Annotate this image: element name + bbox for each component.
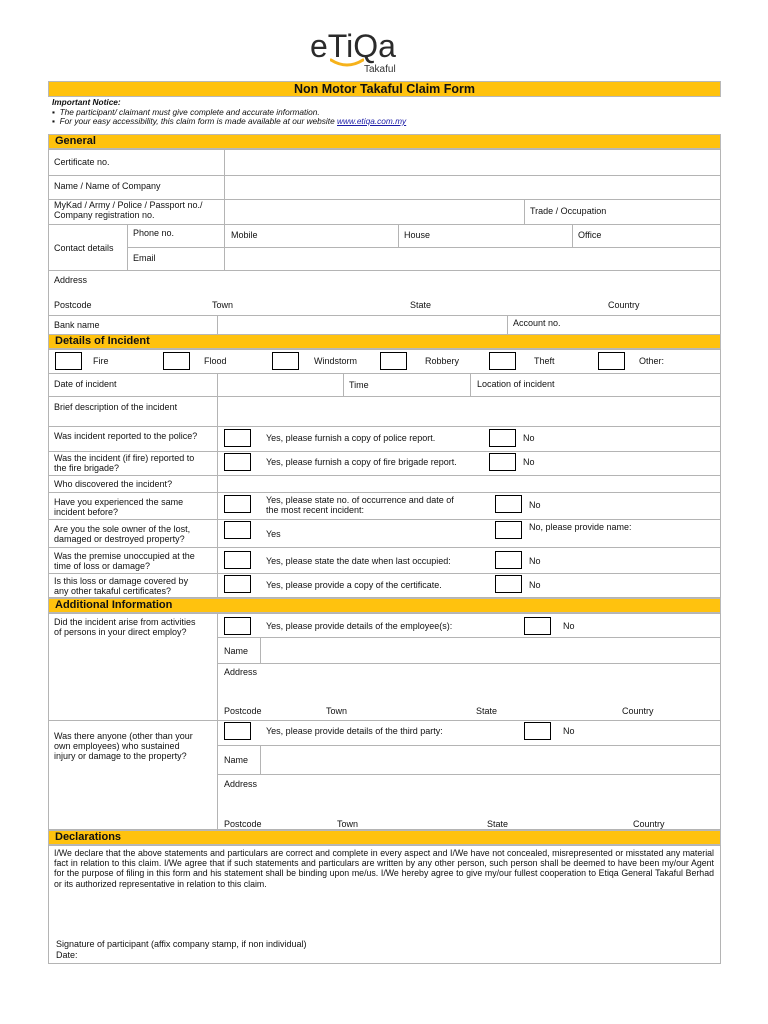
unoccupied-yes-checkbox[interactable] [224, 551, 251, 569]
fire-brigade-yes-checkbox[interactable] [224, 453, 251, 471]
house-label: House [404, 230, 431, 240]
covered-yes-checkbox[interactable] [224, 575, 251, 593]
fire-label: Fire [93, 356, 109, 366]
etiqa-logo [308, 28, 418, 78]
third-party-question-1: Was there anyone (other than your [54, 731, 193, 741]
third-party-postcode-label: Postcode [224, 819, 262, 829]
website-link[interactable]: www.etiqa.com.my [337, 116, 407, 126]
robbery-label: Robbery [425, 356, 460, 366]
brief-field[interactable] [218, 397, 720, 425]
who-discovered-field[interactable] [218, 476, 720, 491]
date-of-incident-label: Date of incident [54, 379, 117, 389]
employee-no-checkbox[interactable] [524, 617, 551, 635]
experienced-no-checkbox[interactable] [495, 495, 522, 513]
important-notice [52, 98, 712, 127]
experienced-no-label: No [529, 500, 541, 510]
experienced-question-2: incident before? [54, 507, 119, 517]
employee-question-1: Did the incident arise from activities [54, 617, 196, 627]
third-party-address-field[interactable] [218, 790, 720, 814]
third-party-question-3: injury or damage to the property? [54, 751, 187, 761]
unoccupied-yes-label: Yes, please state the date when last occupied: [266, 556, 451, 566]
third-party-town-label: Town [337, 819, 359, 829]
experienced-yes-label-1: Yes, please state no. of occurrence and date of [266, 495, 454, 505]
experienced-yes-label-2: the most recent incident: [266, 505, 365, 515]
declaration-text: I/We declare that the above statements and particulars are correct and complete in every aspect and I/We have not concealed, misrepresented or misstated any material fact in relation to this claim. I/We agree that if such statements and particulars are written by any other person, such person shall be deemed to have been my/our Agent for the purpose of filing in this form and his statement shall be binding upon me/us. I/We hereby agree to give my/our fullest cooperation to Etiqa General Takaful Berhad or its authorized representative in relation to this claim. [54, 848, 714, 889]
covered-no-label: No [529, 580, 541, 590]
bank-label: Bank name [54, 320, 100, 330]
smile-swoosh-icon [330, 58, 364, 68]
experienced-yes-checkbox[interactable] [224, 495, 251, 513]
logo-wordmark: eTiQa [310, 28, 396, 64]
fire-checkbox[interactable] [55, 352, 82, 370]
form-title: Non Motor Takaful Claim Form [48, 81, 721, 97]
employee-town-label: Town [326, 706, 348, 716]
name-label: Name / Name of Company [54, 181, 161, 191]
email-label: Email [133, 253, 156, 263]
date-label: Date: [56, 950, 78, 960]
theft-label: Theft [534, 356, 555, 366]
employee-yes-label: Yes, please provide details of the employee(s): [266, 621, 453, 631]
bank-field[interactable] [218, 316, 506, 334]
windstorm-label: Windstorm [314, 356, 358, 366]
address-label: Address [54, 275, 88, 285]
certificate-field[interactable] [225, 150, 720, 174]
owner-question-2: damaged or destroyed property? [54, 534, 185, 544]
third-party-name-label: Name [224, 755, 249, 765]
windstorm-checkbox[interactable] [272, 352, 299, 370]
owner-yes-checkbox[interactable] [224, 521, 251, 539]
owner-no-label: No, please provide name: [529, 522, 632, 532]
experienced-question-1: Have you experienced the same [54, 497, 184, 507]
employee-name-field[interactable] [261, 638, 720, 662]
fire-brigade-no-label: No [523, 457, 535, 467]
logo-subtitle: Takaful [364, 64, 396, 75]
location-label: Location of incident [477, 379, 555, 389]
police-yes-label: Yes, please furnish a copy of police report. [266, 433, 436, 443]
third-party-address-label: Address [224, 779, 258, 789]
unoccupied-question-1: Was the premise unoccupied at the [54, 551, 195, 561]
section-additional: Additional Information [48, 598, 721, 613]
owner-no-checkbox[interactable] [495, 521, 522, 539]
employee-yes-checkbox[interactable] [224, 617, 251, 635]
office-label: Office [578, 230, 602, 240]
mykad-label-1: MyKad / Army / Police / Passport no./ [54, 200, 203, 210]
unoccupied-question-2: time of loss or damage? [54, 561, 151, 571]
name-field[interactable] [225, 176, 720, 198]
robbery-checkbox[interactable] [380, 352, 407, 370]
notice-bullet-1: ▪ The participant/ claimant must give complete and accurate information. [52, 106, 320, 117]
covered-question-1: Is this loss or damage covered by [54, 576, 189, 586]
third-party-yes-label: Yes, please provide details of the third party: [266, 726, 443, 736]
email-field[interactable] [225, 248, 720, 269]
covered-yes-label: Yes, please provide a copy of the certificate. [266, 580, 442, 590]
country-label: Country [608, 300, 640, 310]
covered-no-checkbox[interactable] [495, 575, 522, 593]
employee-address-field[interactable] [218, 678, 720, 702]
employee-name-label: Name [224, 646, 249, 656]
contact-label: Contact details [54, 243, 114, 253]
fire-brigade-question-2: the fire brigade? [54, 463, 120, 473]
who-discovered-label: Who discovered the incident? [54, 479, 173, 489]
owner-question-1: Are you the sole owner of the lost, [54, 524, 191, 534]
unoccupied-no-checkbox[interactable] [495, 551, 522, 569]
police-question: Was incident reported to the police? [54, 431, 198, 441]
mykad-label-2: Company registration no. [54, 210, 155, 220]
fire-brigade-question-1: Was the incident (if fire) reported to [54, 453, 195, 463]
employee-country-label: Country [622, 706, 654, 716]
trade-label: Trade / Occupation [530, 206, 607, 216]
mobile-label: Mobile [231, 230, 258, 240]
employee-postcode-label: Postcode [224, 706, 262, 716]
mykad-field[interactable] [225, 200, 523, 223]
employee-address-label: Address [224, 667, 258, 677]
flood-checkbox[interactable] [163, 352, 190, 370]
account-label: Account no. [513, 318, 561, 328]
unoccupied-no-label: No [529, 556, 541, 566]
time-label: Time [349, 380, 369, 390]
address-field[interactable] [49, 286, 720, 300]
third-party-question-2: own employees) who sustained [54, 741, 180, 751]
section-declarations: Declarations [48, 830, 721, 845]
other-label: Other: [639, 356, 665, 366]
employee-question-2: of persons in your direct employ? [54, 627, 187, 637]
third-party-no-checkbox[interactable] [524, 722, 551, 740]
covered-question-2: any other takaful certificates? [54, 586, 172, 596]
notice-bullet-2: ▪ For your easy accessibility, this claim form is made available at our website www.etiqa.com.my [52, 116, 407, 126]
other-checkbox[interactable] [598, 352, 625, 370]
police-no-checkbox[interactable] [489, 429, 516, 447]
signature-label: Signature of participant (affix company stamp, if non individual) [56, 939, 307, 949]
town-label: Town [212, 300, 234, 310]
phone-label: Phone no. [133, 228, 175, 238]
third-party-state-label: State [487, 819, 509, 829]
notice-heading: Important Notice: [52, 97, 121, 107]
police-yes-checkbox[interactable] [224, 429, 251, 447]
third-party-yes-checkbox[interactable] [224, 722, 251, 740]
third-party-no-label: No [563, 726, 575, 736]
owner-yes-label: Yes [266, 529, 281, 539]
section-general: General [48, 134, 721, 149]
theft-checkbox[interactable] [489, 352, 516, 370]
brief-label: Brief description of the incident [54, 402, 178, 412]
flood-label: Flood [204, 356, 227, 366]
police-no-label: No [523, 433, 535, 443]
date-of-incident-field[interactable] [218, 374, 342, 395]
third-party-country-label: Country [633, 819, 665, 829]
postcode-label: Postcode [54, 300, 92, 310]
state-label: State [410, 300, 432, 310]
third-party-name-field[interactable] [261, 746, 720, 773]
fire-brigade-no-checkbox[interactable] [489, 453, 516, 471]
employee-state-label: State [476, 706, 498, 716]
certificate-label: Certificate no. [54, 157, 110, 167]
employee-no-label: No [563, 621, 575, 631]
fire-brigade-yes-label: Yes, please furnish a copy of fire brigade report. [266, 457, 457, 467]
section-incident: Details of Incident [48, 334, 721, 349]
